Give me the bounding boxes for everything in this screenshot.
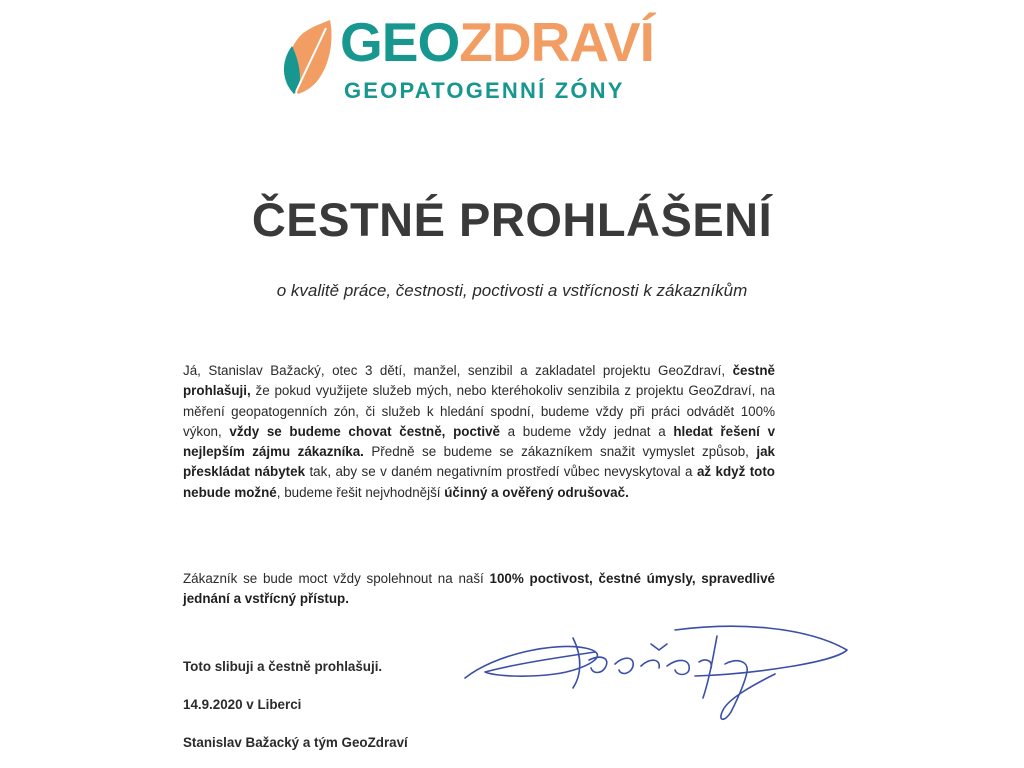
handwritten-signature: [455, 618, 855, 728]
p1-bold-2: vždy se budeme chovat čestně, poctivě: [229, 423, 500, 439]
p1-bold-1: čestně prohlašuji,: [183, 363, 775, 399]
brand-name: [340, 12, 654, 72]
p1-bold-5: až když toto nebude možné: [183, 464, 775, 500]
document-subtitle: o kvalitě práce, čestnosti, poctivosti a vstřícnosti k zákazníkům: [276, 281, 748, 300]
p1-text-3: a budeme vždy jednat a: [499, 423, 674, 439]
p1-text-5: tak, aby se v daném negativním prostředí vůbec nevyskytoval a: [305, 464, 697, 480]
p2-text-1: Zákazník se bude moct vždy spolehnout na naší: [183, 571, 490, 586]
p1-text-2: že pokud využijete služeb mých, nebo kteréhokoliv senzibila z projektu GeoZdraví, na měření geopatogenních zón, či služeb k hledání spodní, budeme vždy při práci odvádět 100% výkon,: [183, 383, 775, 439]
brand-tagline: GEOPATOGENNÍ ZÓNY: [344, 78, 625, 103]
declaration-paragraph: [183, 361, 775, 503]
leaf-icon: [278, 18, 338, 96]
brand-zdravi: ZDRAVÍ: [459, 11, 654, 73]
signatory-line: Stanislav Bažacký a tým GeoZdraví: [183, 735, 408, 750]
p1-bold-4: jak přeskládat nábytek: [183, 444, 775, 480]
date-place-line: 14.9.2020 v Liberci: [183, 697, 302, 712]
document-title: ČESTNÉ PROHLÁŠENÍ: [251, 193, 773, 246]
p2-bold-1: 100% poctivost, čestné úmysly, spravedlivé jednání a vstřícný přístup.: [183, 571, 775, 607]
p1-text-4: Předně se budeme se zákazníkem snažit vymyslet způsob,: [363, 444, 757, 460]
p1-bold-3: hledat řešení v nejlepším zájmu zákazníka.: [183, 423, 776, 460]
promise-line: Toto slibuji a čestně prohlašuji.: [183, 659, 383, 674]
p1-bold-6: účinný a ověřený odrušovač.: [444, 484, 629, 500]
geozdravi-logo: [278, 8, 678, 108]
brand-geo: GEO: [340, 11, 460, 73]
customer-paragraph: [183, 569, 775, 610]
p1-text-1: Já, Stanislav Bažacký, otec 3 dětí, manžel, senzibil a zakladatel projektu GeoZdraví,: [183, 363, 733, 378]
p1-text-6: , budeme řešit nejvhodnější: [276, 484, 445, 500]
